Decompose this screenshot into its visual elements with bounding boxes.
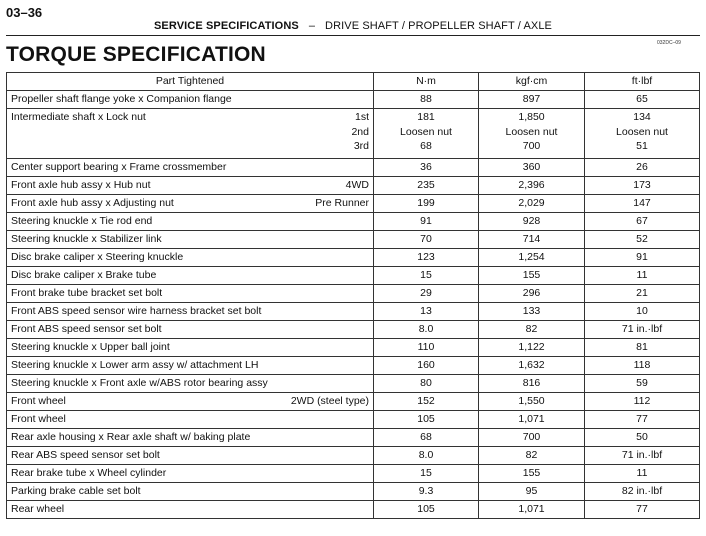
kgf-cell: 700 xyxy=(479,429,585,447)
nm-cell: 9.3 xyxy=(374,483,479,501)
nm-cell: 199 xyxy=(374,195,479,213)
ftlbf-cell: 26 xyxy=(585,159,700,177)
part-cell xyxy=(7,339,374,357)
part-cell xyxy=(7,393,374,411)
part-label: Front wheel xyxy=(11,413,66,425)
nm-cell: 105 xyxy=(374,411,479,429)
kgf-cell xyxy=(479,109,585,159)
part-label: Front ABS speed sensor wire harness bracket set bolt xyxy=(11,305,262,317)
nm-value: 68 xyxy=(420,140,432,152)
subsection-title: DRIVE SHAFT / PROPELLER SHAFT / AXLE xyxy=(325,20,552,32)
part-cell xyxy=(7,501,374,519)
part-label: Parking brake cable set bolt xyxy=(11,485,141,497)
nm-cell: 68 xyxy=(374,429,479,447)
part-label: Rear ABS speed sensor set bolt xyxy=(11,449,160,461)
page-number: 03–36 xyxy=(6,5,43,20)
table-row xyxy=(7,429,700,447)
nm-cell: 70 xyxy=(374,231,479,249)
kgf-cell: 82 xyxy=(479,447,585,465)
ftlbf-cell: 50 xyxy=(585,429,700,447)
kgf-cell: 2,029 xyxy=(479,195,585,213)
ftlbf-value: Loosen nut xyxy=(616,125,668,138)
ftlbf-cell: 52 xyxy=(585,231,700,249)
ftlbf-value: 134 xyxy=(633,111,651,123)
kgf-cell: 816 xyxy=(479,375,585,393)
part-label: Center support bearing x Frame crossmember xyxy=(11,161,227,173)
nm-value: 181 xyxy=(417,111,435,123)
table-header-row xyxy=(7,73,700,91)
part-label: Steering knuckle x Stabilizer link xyxy=(11,233,162,245)
kgf-cell: 1,071 xyxy=(479,501,585,519)
ftlbf-cell: 173 xyxy=(585,177,700,195)
part-cell xyxy=(7,321,374,339)
ftlbf-cell: 118 xyxy=(585,357,700,375)
kgf-cell: 155 xyxy=(479,267,585,285)
condition-label: 2WD (steel type) xyxy=(290,395,369,407)
ftlbf-cell: 11 xyxy=(585,465,700,483)
nm-cell: 8.0 xyxy=(374,447,479,465)
ftlbf-cell: 81 xyxy=(585,339,700,357)
kgf-cell: 1,254 xyxy=(479,249,585,267)
part-label: Rear brake tube x Wheel cylinder xyxy=(11,467,167,479)
table-row xyxy=(7,393,700,411)
condition-label: Pre Runner xyxy=(315,197,369,209)
part-label: Rear axle housing x Rear axle shaft w/ baking plate xyxy=(11,431,251,443)
part-cell xyxy=(7,465,374,483)
part-cell xyxy=(7,159,374,177)
table-row xyxy=(7,195,700,213)
ftlbf-cell: 11 xyxy=(585,267,700,285)
nm-cell: 235 xyxy=(374,177,479,195)
table-row xyxy=(7,321,700,339)
step-label: 1st xyxy=(354,111,369,123)
ftlbf-cell: 112 xyxy=(585,393,700,411)
kgf-value: Loosen nut xyxy=(505,125,558,138)
condition-label: 4WD xyxy=(345,179,369,191)
table-row xyxy=(7,303,700,321)
part-cell xyxy=(7,177,374,195)
nm-cell: 160 xyxy=(374,357,479,375)
part-cell xyxy=(7,447,374,465)
kgf-cell: 155 xyxy=(479,465,585,483)
column-header: N·m xyxy=(374,73,479,91)
table-row xyxy=(7,159,700,177)
part-cell xyxy=(7,109,374,159)
kgf-cell: 928 xyxy=(479,213,585,231)
figure-code: 032DC–09 xyxy=(657,40,681,46)
nm-value: Loosen nut xyxy=(400,125,452,138)
part-cell xyxy=(7,303,374,321)
kgf-cell: 133 xyxy=(479,303,585,321)
section-title: SERVICE SPECIFICATIONS xyxy=(154,20,299,32)
table-row xyxy=(7,339,700,357)
ftlbf-cell: 21 xyxy=(585,285,700,303)
table-row xyxy=(7,213,700,231)
ftlbf-cell: 71 in.·lbf xyxy=(585,321,700,339)
part-label: Intermediate shaft x Lock nut xyxy=(11,111,146,123)
table-row xyxy=(7,177,700,195)
kgf-cell: 2,396 xyxy=(479,177,585,195)
kgf-cell: 360 xyxy=(479,159,585,177)
column-header: kgf·cm xyxy=(479,73,585,91)
table-row xyxy=(7,501,700,519)
part-label: Front axle hub assy x Hub nut xyxy=(11,179,151,191)
part-cell xyxy=(7,285,374,303)
kgf-value: 1,850 xyxy=(518,111,545,123)
ftlbf-cell xyxy=(585,109,700,159)
part-label: Front ABS speed sensor set bolt xyxy=(11,323,162,335)
part-cell xyxy=(7,357,374,375)
column-header: Part Tightened xyxy=(7,73,374,91)
table-row xyxy=(7,285,700,303)
nm-cell: 105 xyxy=(374,501,479,519)
part-cell xyxy=(7,483,374,501)
ftlbf-value: 51 xyxy=(636,140,648,152)
table-row xyxy=(7,411,700,429)
step-label: 3rd xyxy=(353,140,369,152)
ftlbf-cell: 65 xyxy=(585,91,700,109)
table-row xyxy=(7,447,700,465)
part-label: Front brake tube bracket set bolt xyxy=(11,287,163,299)
part-cell xyxy=(7,375,374,393)
ftlbf-cell: 91 xyxy=(585,249,700,267)
part-cell xyxy=(7,267,374,285)
ftlbf-cell: 77 xyxy=(585,501,700,519)
table-row xyxy=(7,249,700,267)
torque-table xyxy=(6,72,700,519)
kgf-cell: 296 xyxy=(479,285,585,303)
kgf-cell: 714 xyxy=(479,231,585,249)
part-label: Rear wheel xyxy=(11,503,65,515)
ftlbf-cell: 67 xyxy=(585,213,700,231)
table-row xyxy=(7,375,700,393)
part-cell xyxy=(7,213,374,231)
nm-cell: 110 xyxy=(374,339,479,357)
nm-cell: 88 xyxy=(374,91,479,109)
table-row xyxy=(7,109,700,159)
ftlbf-cell: 10 xyxy=(585,303,700,321)
header-rule xyxy=(6,35,700,36)
table-row xyxy=(7,357,700,375)
part-cell xyxy=(7,429,374,447)
part-cell xyxy=(7,249,374,267)
kgf-cell: 82 xyxy=(479,321,585,339)
step-list xyxy=(351,110,369,154)
nm-cell: 91 xyxy=(374,213,479,231)
nm-cell: 29 xyxy=(374,285,479,303)
part-cell xyxy=(7,231,374,249)
kgf-cell: 95 xyxy=(479,483,585,501)
part-label: Steering knuckle x Upper ball joint xyxy=(11,341,170,353)
nm-cell xyxy=(374,109,479,159)
part-label: Steering knuckle x Front axle w/ABS rotor bearing assy xyxy=(11,377,268,389)
nm-cell: 152 xyxy=(374,393,479,411)
nm-cell: 15 xyxy=(374,267,479,285)
part-label: Disc brake caliper x Steering knuckle xyxy=(11,251,184,263)
part-label: Disc brake caliper x Brake tube xyxy=(11,269,157,281)
ftlbf-cell: 77 xyxy=(585,411,700,429)
table-row xyxy=(7,267,700,285)
kgf-cell: 897 xyxy=(479,91,585,109)
section-header xyxy=(0,20,706,32)
kgf-cell: 1,550 xyxy=(479,393,585,411)
ftlbf-cell: 147 xyxy=(585,195,700,213)
header-dash: – xyxy=(308,20,316,32)
part-label: Steering knuckle x Tie rod end xyxy=(11,215,153,227)
part-label: Front wheel xyxy=(11,395,66,407)
ftlbf-cell: 82 in.·lbf xyxy=(585,483,700,501)
nm-cell: 15 xyxy=(374,465,479,483)
page-title: TORQUE SPECIFICATION xyxy=(6,43,266,66)
kgf-cell: 1,122 xyxy=(479,339,585,357)
kgf-value: 700 xyxy=(522,140,541,152)
nm-cell: 8.0 xyxy=(374,321,479,339)
table-row xyxy=(7,483,700,501)
part-cell xyxy=(7,195,374,213)
nm-cell: 123 xyxy=(374,249,479,267)
nm-cell: 13 xyxy=(374,303,479,321)
table-row xyxy=(7,231,700,249)
nm-cell: 80 xyxy=(374,375,479,393)
part-cell xyxy=(7,411,374,429)
ftlbf-cell: 71 in.·lbf xyxy=(585,447,700,465)
table-row xyxy=(7,91,700,109)
ftlbf-cell: 59 xyxy=(585,375,700,393)
part-cell: Propeller shaft flange yoke x Companion flange xyxy=(7,91,374,109)
nm-cell: 36 xyxy=(374,159,479,177)
kgf-cell: 1,632 xyxy=(479,357,585,375)
part-label: Front axle hub assy x Adjusting nut xyxy=(11,197,174,209)
kgf-cell: 1,071 xyxy=(479,411,585,429)
step-label: 2nd xyxy=(351,125,369,138)
column-header: ft·lbf xyxy=(585,73,700,91)
table-row xyxy=(7,465,700,483)
part-label: Steering knuckle x Lower arm assy w/ attachment LH xyxy=(11,359,259,371)
